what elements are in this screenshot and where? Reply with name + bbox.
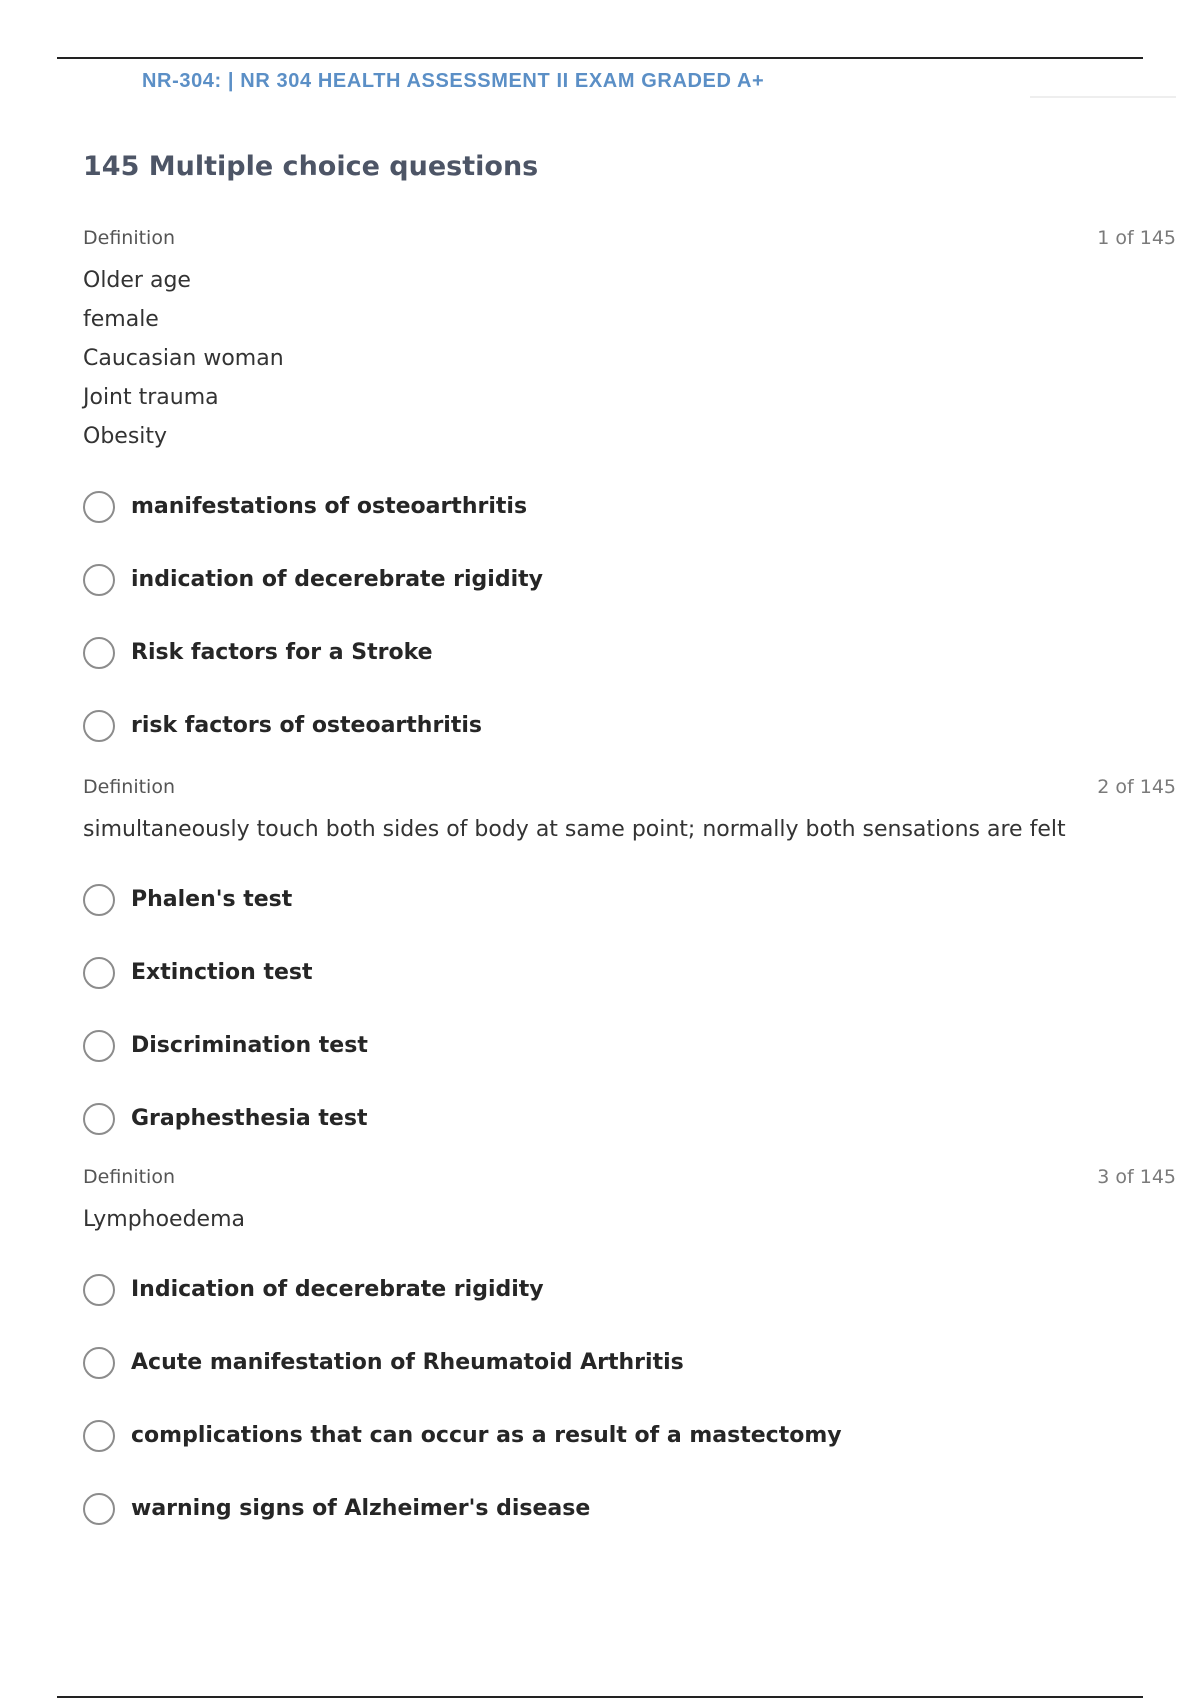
bottom-rule (57, 1696, 1143, 1698)
definition-line: Older age (83, 268, 191, 293)
page-title: 145 Multiple choice questions (83, 151, 539, 182)
answer-option[interactable] (83, 616, 1176, 689)
answer-option[interactable] (83, 470, 1176, 543)
radio-button[interactable] (83, 637, 115, 669)
radio-button[interactable] (83, 491, 115, 523)
radio-button[interactable] (83, 884, 115, 916)
answer-option[interactable] (83, 1472, 1176, 1545)
question-label: Definition (83, 776, 176, 798)
radio-button[interactable] (83, 957, 115, 989)
option-label: Indication of decerebrate rigidity (131, 1277, 544, 1302)
radio-button[interactable] (83, 710, 115, 742)
answer-option[interactable] (83, 1399, 1176, 1472)
answer-option[interactable] (83, 1253, 1176, 1326)
radio-button[interactable] (83, 1420, 115, 1452)
definition-line: Caucasian woman (83, 346, 284, 371)
question-counter: 2 of 145 (1097, 776, 1176, 798)
answer-option[interactable] (83, 863, 1176, 936)
answer-options (83, 1253, 1176, 1545)
definition-line: simultaneously touch both sides of body at same point; normally both sensations are felt (83, 817, 1066, 842)
radio-button[interactable] (83, 1347, 115, 1379)
answer-options (83, 470, 1176, 762)
question-label: Definition (83, 227, 176, 249)
option-label: Discrimination test (131, 1033, 368, 1058)
radio-button[interactable] (83, 1493, 115, 1525)
definition-line: Obesity (83, 424, 168, 449)
answer-option[interactable] (83, 1326, 1176, 1399)
definition-line: Joint trauma (83, 385, 219, 410)
option-label: risk factors of osteoarthritis (131, 713, 482, 738)
question-definition (83, 1200, 1176, 1239)
question-counter: 1 of 145 (1097, 227, 1176, 249)
answer-options (83, 863, 1176, 1155)
header-underline (1030, 96, 1176, 98)
option-label: Acute manifestation of Rheumatoid Arthritis (131, 1350, 684, 1375)
radio-button[interactable] (83, 1274, 115, 1306)
question-2 (83, 776, 1176, 1155)
option-label: Extinction test (131, 960, 313, 985)
option-label: Graphesthesia test (131, 1106, 368, 1131)
answer-option[interactable] (83, 543, 1176, 616)
document-header: NR-304: | NR 304 HEALTH ASSESSMENT II EXAM GRADED A+ (142, 70, 765, 92)
radio-button[interactable] (83, 1103, 115, 1135)
option-label: complications that can occur as a result of a mastectomy (131, 1423, 842, 1448)
answer-option[interactable] (83, 689, 1176, 762)
question-3 (83, 1166, 1176, 1545)
question-label: Definition (83, 1166, 176, 1188)
radio-button[interactable] (83, 564, 115, 596)
question-1 (83, 227, 1176, 762)
answer-option[interactable] (83, 1009, 1176, 1082)
radio-button[interactable] (83, 1030, 115, 1062)
question-counter: 3 of 145 (1097, 1166, 1176, 1188)
answer-option[interactable] (83, 1082, 1176, 1155)
option-label: indication of decerebrate rigidity (131, 567, 543, 592)
option-label: Phalen's test (131, 887, 293, 912)
answer-option[interactable] (83, 936, 1176, 1009)
option-label: warning signs of Alzheimer's disease (131, 1496, 591, 1521)
definition-line: Lymphoedema (83, 1207, 246, 1232)
top-rule (57, 57, 1143, 59)
option-label: Risk factors for a Stroke (131, 640, 433, 665)
definition-line: female (83, 307, 159, 332)
question-definition (83, 261, 1176, 456)
question-definition (83, 810, 1176, 849)
option-label: manifestations of osteoarthritis (131, 494, 528, 519)
